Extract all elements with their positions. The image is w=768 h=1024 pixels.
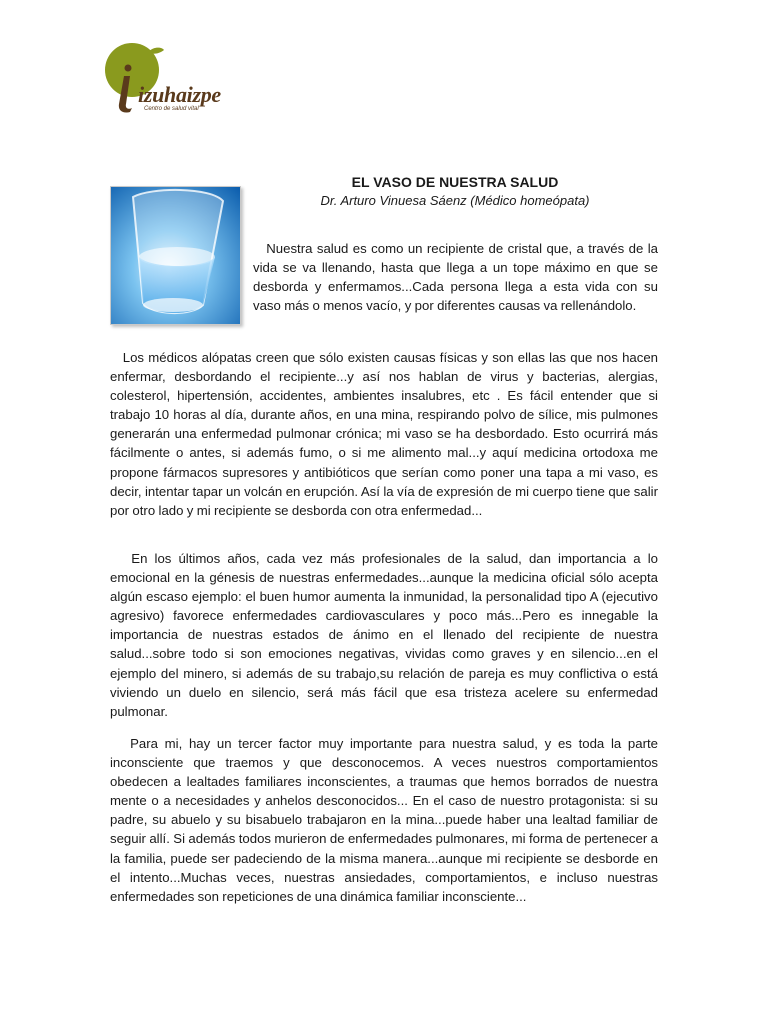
logo-tagline: Centro de salud vital	[144, 106, 199, 112]
paragraph-emotional-causes: En los últimos años, cada vez más profesionales de la salud, dan importancia a lo emocional en la génesis de nuestras enfermedades...aunque la medicina oficial sólo acepta algún escaso ejemplo: el buen humor aumenta la inmunidad, la personalidad tipo A (ejecutivo agresivo) favorece enfermedades cardiovasculares y poco más...Pero es innegable la importancia de nuestras estados de ánimo en el llenado del recipiente de nuestra salud...sobre todo si son emociones negativas, vividas como graves y en silencio...en el ejemplo del minero, si además de su trabajo,su relación de pareja es muy conflictiva o está viviendo un duelo en silencio, será más fácil que esa tristeza acelere su enfermedad pulmonar.	[110, 551, 658, 719]
paragraph-intro: Nuestra salud es como un recipiente de cristal que, a través de la vida se va llenando, hasta que llega a un tope máximo en que se desborda y enfermamos...Cada persona llega a esta vida con su vaso más o menos vacío, y por diferentes causas va rellenándolo.	[253, 241, 658, 314]
article-title: EL VASO DE NUESTRA SALUD	[351, 174, 559, 190]
glass-of-water-photo	[110, 186, 241, 325]
company-logo	[104, 42, 254, 120]
logo-brand-text: izuhaizpe	[138, 82, 221, 107]
paragraph-unconscious-causes: Para mi, hay un tercer factor muy importante para nuestra salud, y es toda la parte inconsciente que traemos y que desconocemos. A veces nuestros comportamientos obedecen a lealtades familiares inconscientes, a traumas que hemos borrados de nuestra mente o a necesidades y anhelos desconocidos... En el caso de nuestro protagonista: si su padre, su abuelo y su bisabuelo trabajaron en la mina...puede haber una lealtad familiar de seguir allí. Si además todos murieron de enfermedades pulmonares, mi forma de pertenecer a la familia, puede ser padeciendo de la misma manera...aunque mi recipiente se desborde en el intento...Muchas veces, nuestras ansiedades, comportamientos, e incluso nuestras enfermedades son repeticiones de una dinámica familiar inconsciente...	[110, 736, 658, 904]
paragraph-physical-causes: Los médicos alópatas creen que sólo existen causas físicas y son ellas las que nos hacen enfermar, desbordando el recipiente...y así nos hablan de virus y bacterias, alergias, colesterol, hipertensión, accidentes, ambientes insalubres, etc . Es fácil entender que si trabajo 10 horas al día, durante años, en una mina, respirando polvo de sílice, mis pulmones generarán una enfermedad pulmonar crónica; mi vaso se ha desbordado. Esto ocurrirá más fácilmente o antes, si además fumo, o si me alimento mal...y aquí medicina ortodoxa me propone fármacos supresores y antibióticos que serían como poner una tapa a mi vaso, es decir, intentar tapar un volcán en erupción. Así la vía de expresión de mi cuerpo tiene que salir por otro lado y mi recipiente se desborda con otra enfermedad...	[110, 350, 658, 518]
article-author: Dr. Arturo Vinuesa Sáenz (Médico homeópata)	[320, 193, 590, 208]
